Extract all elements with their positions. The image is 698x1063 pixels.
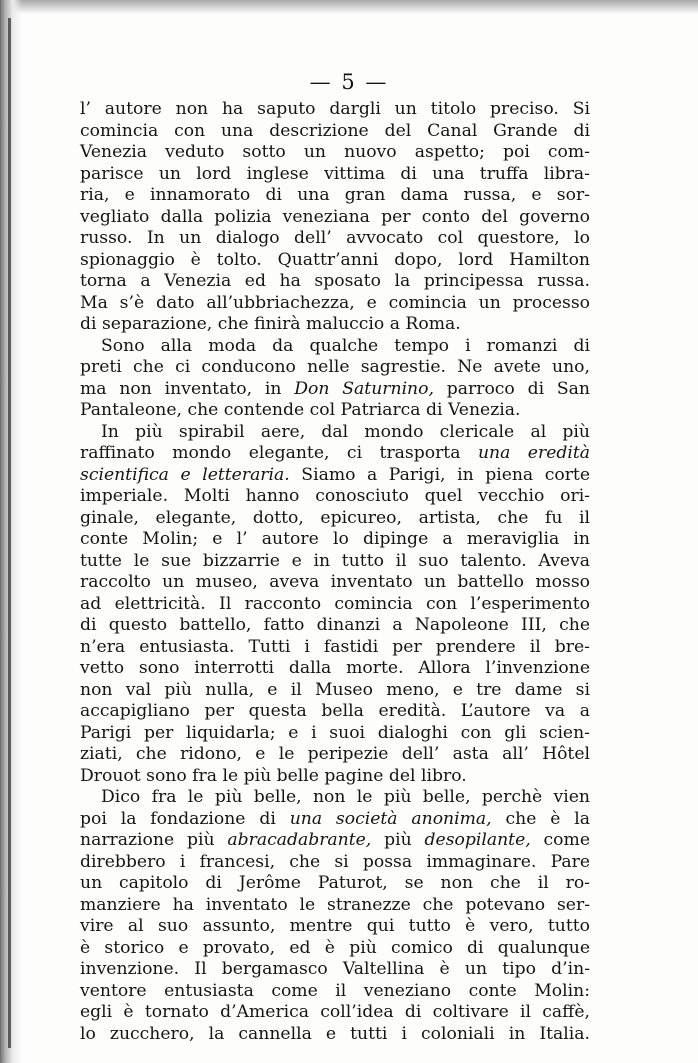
text-line: manziere ha inventato le stranezze che potevano ser- [80, 894, 590, 915]
text-line: Dico fra le più belle, non le più belle, perchè vien [101, 787, 590, 807]
text-line: ginale, elegante, dotto, epicureo, artista, che fu il [80, 507, 590, 528]
page-top-edge [0, 0, 698, 14]
text-span: raffinato mondo elegante, ci trasporta [80, 443, 478, 463]
body-text [80, 99, 590, 1045]
page-number: — 5 — [309, 70, 389, 94]
text-line: è storico e provato, ed è più comico di qualunque [80, 937, 590, 958]
text-line: spionaggio è tolto. Quattr’anni dopo, lord Hamilton [80, 249, 590, 270]
text-line: ventore entusiasta come il veneziano conte Molin: [80, 980, 590, 1001]
text-line [80, 443, 590, 465]
text-line: n’era entusiasta. Tutti i fastidi per prendere il bre- [80, 636, 590, 657]
binding-shadow [0, 0, 22, 1063]
text-span: parroco di San [433, 378, 591, 399]
text-line: vire al suo assunto, mentre qui tutto è vero, tutto [80, 916, 590, 936]
text-line: ziati, che ridono, e le peripezie dell’ asta all’ Hôtel [80, 744, 590, 764]
text-span: narrazione più [80, 830, 228, 850]
text-line: egli è tornato d’America coll’idea di coltivare il caffè, [80, 1002, 590, 1022]
text-line: Ma s’è dato all’ubbriachezza, e comincia un processo [80, 292, 590, 313]
text-line: Sono alla moda da qualche tempo i romanzi di [101, 335, 590, 356]
text-line [80, 809, 590, 831]
italic-title-span: una società anonima, [289, 808, 492, 829]
text-line: un capitolo di Jerôme Paturot, se non che il ro- [80, 873, 590, 893]
text-span: poi la fondazione di [80, 808, 290, 829]
text-line: torna a Venezia ed ha sposato la principessa russa. [80, 271, 590, 291]
text-line: di separazione, che finirà maluccio a Roma. [80, 314, 461, 334]
text-line [80, 830, 590, 852]
text-line: Drouot sono fra le più belle pagine del libro. [80, 765, 467, 786]
italic-title-span: desopilante, [424, 830, 531, 850]
text-line: imperiale. Molti hanno conosciuto quel vecchio ori- [80, 486, 590, 506]
text-line: ria, e innamorato di una gran dama russa, e sor- [80, 185, 590, 205]
text-line [80, 465, 590, 487]
text-line: accapigliano per questa bella eredità. L’autore va a [80, 701, 590, 721]
italic-title-span: abracadabrante, [227, 830, 372, 850]
text-line: l’ autore non ha saputo dargli un titolo preciso. Si [80, 99, 590, 119]
text-span: che è la [491, 808, 590, 829]
text-line: conte Molin; e l’ autore lo dipinge a meraviglia in [80, 529, 590, 549]
italic-title-span: Don Saturnino, [294, 378, 434, 399]
text-span: come [530, 830, 590, 850]
italic-title-span: scientifica e letteraria. [80, 464, 290, 485]
text-span: ma non inventato, in [80, 378, 295, 399]
text-line: Parigi per liquidarla; e i suoi dialoghi con gli scien- [80, 722, 590, 743]
text-line: invenzione. Il bergamasco Valtellina è un tipo d’in- [80, 959, 590, 979]
text-line: di questo battello, fatto dinanzi a Napoleone III, che [80, 615, 590, 635]
text-line: preti che ci conducono nelle sagrestie. Ne avete uno, [80, 357, 590, 377]
text-line: Venezia veduto sotto un nuovo aspetto; poi com- [80, 142, 590, 162]
text-line: direbbero i francesi, che si possa immaginare. Pare [80, 851, 590, 872]
text-line: In più spirabil aere, dal mondo clericale al più [101, 421, 590, 442]
text-span: Siamo a Parigi, in piena corte [289, 464, 590, 485]
text-line [80, 379, 590, 401]
text-line: parisce un lord inglese vittima di una truffa libra- [80, 163, 590, 184]
binding-edge-line [8, 18, 11, 1048]
text-line: lo zucchero, la cannella e tutti i coloniali in Italia. [80, 1023, 590, 1044]
text-line: comincia con una descrizione del Canal Grande di [80, 120, 590, 141]
text-line: vetto sono interrotti dalla morte. Allora l’invenzione [80, 658, 590, 678]
text-line: russo. In un dialogo dell’ avvocato col questore, lo [80, 228, 590, 248]
italic-title-span: una eredità [477, 443, 591, 463]
text-line: ad elettricità. Il racconto comincia con l’esperimento [80, 593, 590, 614]
text-span: più [371, 830, 425, 850]
text-line: tutte le sue bizzarrie e in tutto il suo talento. Aveva [80, 550, 590, 571]
text-line: raccolto un museo, aveva inventato un battello mosso [80, 572, 590, 592]
text-line: vegliato dalla polizia veneziana per conto del governo [80, 206, 590, 227]
text-line: non val più nulla, e il Museo meno, e tre dame si [80, 679, 590, 700]
text-line: Pantaleone, che contende col Patriarca di Venezia. [80, 400, 521, 420]
